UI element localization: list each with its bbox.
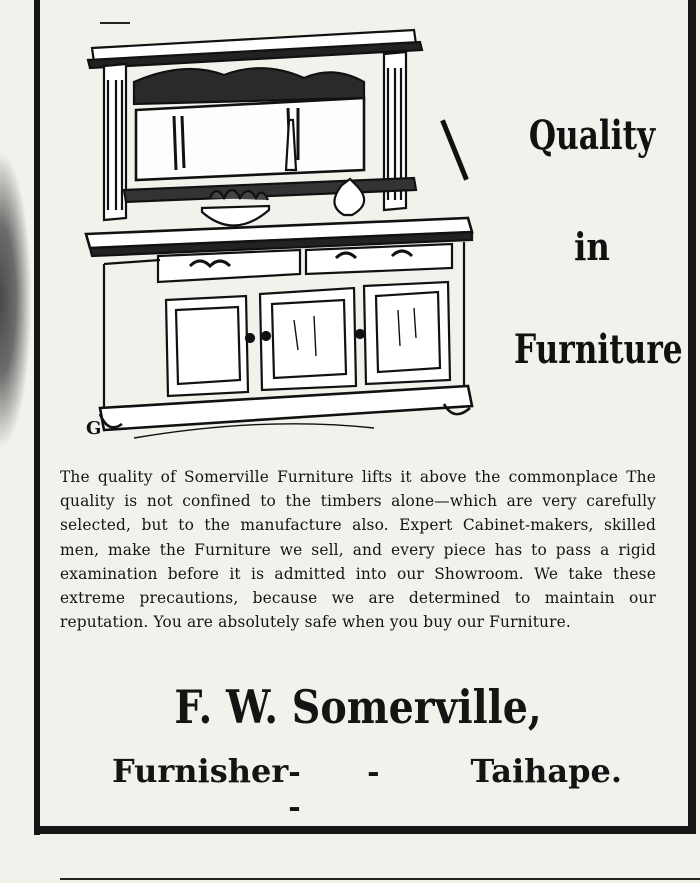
headline-furniture: Furniture (514, 326, 683, 373)
border-bottom (34, 826, 696, 834)
sideboard-illustration (64, 20, 484, 460)
column-rule (60, 878, 700, 880)
advertiser-name: F. W. Somerville, (174, 680, 542, 734)
paper-stain (0, 150, 32, 450)
border-left (34, 0, 40, 835)
headline-quality: Quality (528, 112, 656, 159)
monogram-mark: G (86, 418, 102, 439)
advertisement-body-text: The quality of Somerville Furniture lifts it above the commonplace The quality is not confined to the timbers alone—which are very carefully selected, but to the manufacture also. Expert Cabinet-makers, skilled men, make the Furniture we sell, and every piece has to pass a rigid examination before it is admitted into our Showroom. We take these extreme precautions, because we are determined to maintain our reputation. You are absolutely safe when you buy our Furniture. (60, 468, 656, 632)
headline-in: in (574, 224, 610, 269)
advertiser-trade: Furnisher (112, 752, 289, 790)
advertiser-town: Taihape. (470, 752, 622, 790)
address-separator: - - - (288, 755, 408, 825)
advertiser-address-line (112, 752, 622, 825)
border-right (688, 0, 696, 834)
